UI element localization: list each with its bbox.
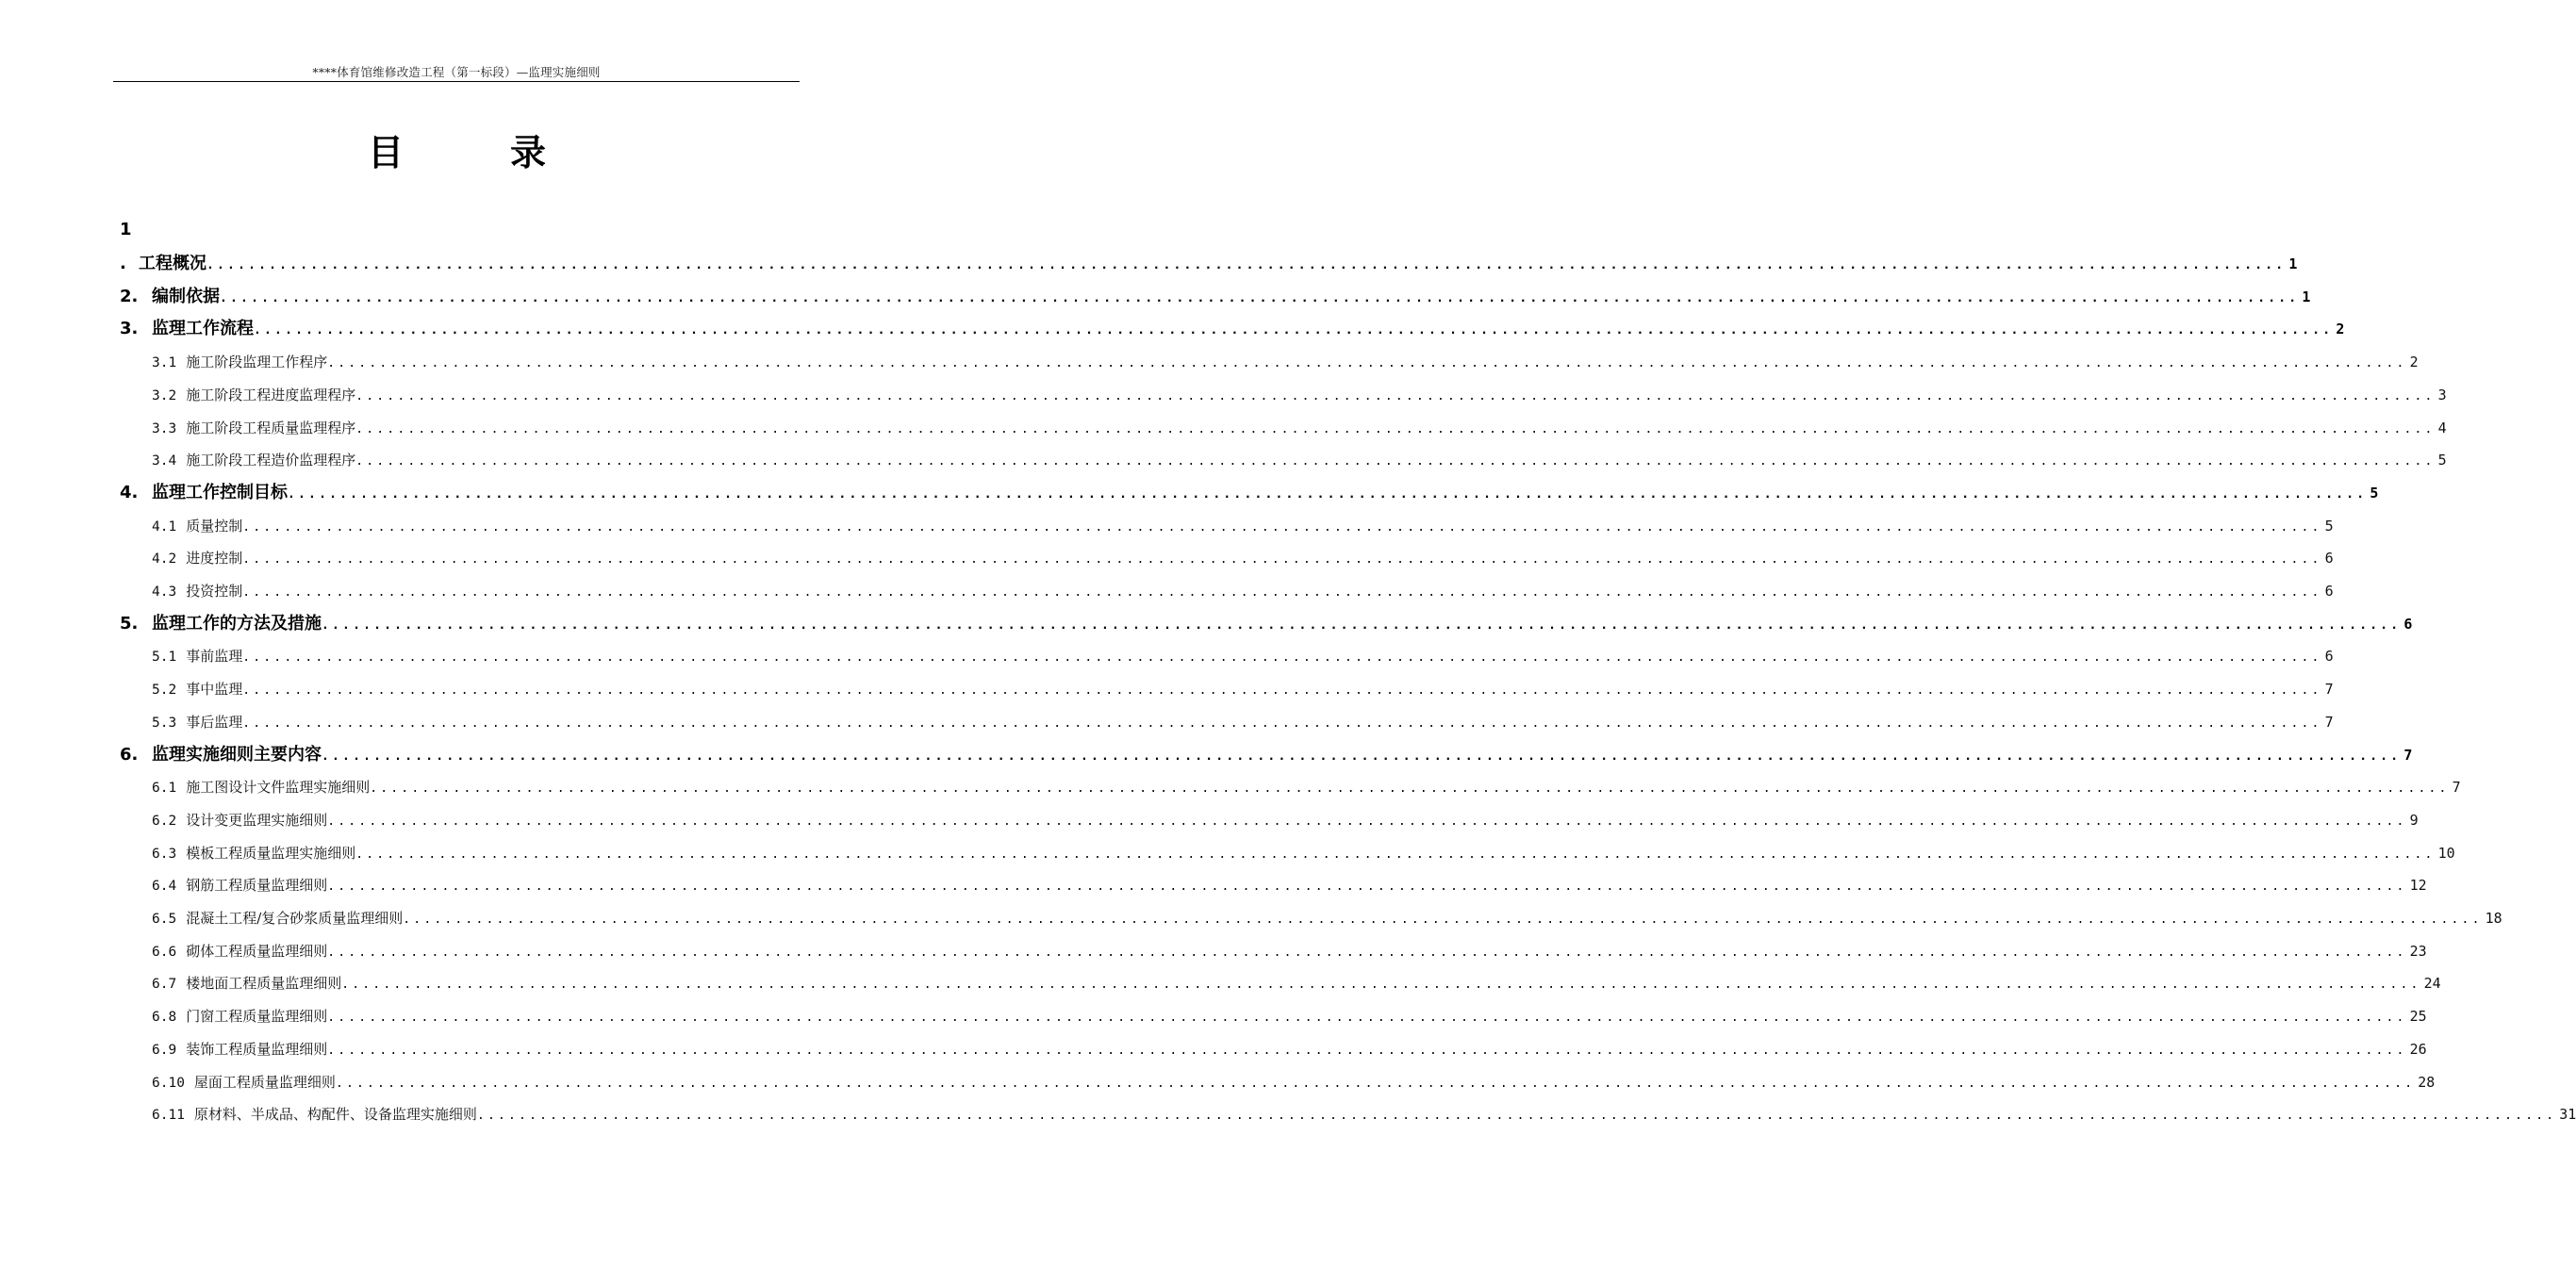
toc-entry-title: 钢筋工程质量监理细则: [186, 877, 328, 895]
toc-entry-page-number: 3: [2437, 386, 2447, 403]
toc-entry-page-number: 4: [2437, 419, 2447, 436]
toc-dot-leader: ........................................................................................................................................................................................................: [370, 782, 2450, 797]
toc-entry-chapter: [120, 318, 2345, 340]
toc-entry-page-number: 31: [2559, 1106, 2576, 1124]
toc-entry-number: 5.1: [152, 650, 177, 666]
toc-entry-section: [152, 645, 2334, 667]
toc-entry-title: 事后监理: [186, 713, 243, 731]
toc-dot-leader: ........................................................................................................................................................................................................: [403, 913, 2483, 927]
page-title-char-2: 录: [510, 132, 547, 173]
toc-dot-leader: ........................................................................................................................................................................................................: [327, 880, 2407, 895]
toc-entry-number: 2.: [120, 286, 139, 306]
toc-entry-page-number: 5: [2324, 517, 2334, 535]
toc-dot-leader: ........................................................................................................................................................................................................: [242, 552, 2322, 568]
toc-entry-page-number: 6: [2324, 583, 2334, 600]
toc-entry-title: 楼地面工程质量监理细则: [186, 975, 342, 993]
toc-entry-title: 进度控制: [186, 550, 243, 568]
toc-entry-section: [152, 711, 2334, 733]
toc-entry-page-number: 28: [2418, 1073, 2436, 1091]
toc-dot-leader: ........................................................................................................................................................................................................: [341, 978, 2421, 993]
toc-entry-section: [152, 580, 2334, 602]
toc-dot-leader: ........................................................................................................................................................................................................: [327, 814, 2407, 829]
toc-entry-section: [152, 874, 2427, 897]
toc-entry-page-number: 23: [2409, 942, 2427, 960]
toc-entry-number: 6.10: [152, 1075, 185, 1091]
toc-entry-page-number: 25: [2409, 1008, 2427, 1026]
toc-entry-number: 6.9: [152, 1042, 177, 1058]
toc-entry-title: 施工图设计文件监理实施细则: [186, 779, 371, 797]
toc-dot-leader: ........................................................................................................................................................................................................: [322, 749, 2402, 764]
toc-entry-section: [152, 1103, 2576, 1126]
toc-lone-number: 1: [120, 220, 132, 239]
toc-entry-page-number: 7: [2452, 779, 2461, 797]
toc-dot-leader: ........................................................................................................................................................................................................: [335, 1076, 2416, 1091]
toc-entry-chapter: [120, 253, 2298, 275]
toc-entry-chapter: [120, 286, 2311, 308]
header-rule: [113, 81, 800, 82]
toc-entry-page-number: 2: [2336, 321, 2345, 338]
toc-entry-page-number: 5: [2370, 484, 2379, 502]
toc-entry-title: 施工阶段工程进度监理程序: [186, 386, 356, 403]
toc-entry-section: [152, 351, 2419, 373]
toc-entry-page-number: 1: [2302, 288, 2311, 305]
toc-dot-leader: ........................................................................................................................................................................................................: [327, 1043, 2407, 1058]
toc-dot-leader: ........................................................................................................................................................................................................: [242, 519, 2322, 535]
toc-entry-section: [152, 384, 2447, 406]
toc-entry-page-number: 10: [2437, 844, 2455, 862]
toc-entry-number: 5.3: [152, 715, 177, 731]
toc-entry-number: 3.: [120, 319, 139, 339]
toc-entry-number: 4.2: [152, 551, 177, 568]
toc-entry-section: [152, 940, 2427, 963]
toc-entry-number: .: [120, 254, 126, 273]
toc-entry-number: 6.5: [152, 912, 177, 927]
toc-entry-number: 3.3: [152, 420, 177, 436]
toc-dot-leader: ........................................................................................................................................................................................................: [242, 650, 2322, 666]
toc-entry-page-number: 6: [2324, 550, 2334, 568]
toc-dot-leader: ........................................................................................................................................................................................................: [355, 454, 2436, 469]
toc-dot-leader: ........................................................................................................................................................................................................: [220, 290, 2300, 305]
toc-dot-leader: ........................................................................................................................................................................................................: [327, 1011, 2407, 1026]
toc-entry-chapter: [120, 744, 2413, 766]
toc-entry-title: 监理工作流程: [152, 319, 254, 339]
toc-entry-title: 事中监理: [186, 681, 243, 699]
toc-entry-title: 事前监理: [186, 648, 243, 666]
toc-dot-leader: ........................................................................................................................................................................................................: [355, 388, 2436, 403]
toc-entry-title: 监理实施细则主要内容: [152, 744, 322, 765]
toc-entry-page-number: 2: [2409, 354, 2419, 371]
toc-dot-leader: ........................................................................................................................................................................................................: [476, 1109, 2557, 1124]
toc-dot-leader: ........................................................................................................................................................................................................: [254, 323, 2334, 338]
toc-entry-title: 原材料、半成品、构配件、设备监理实施细则: [193, 1106, 477, 1124]
toc-entry-number: 6.: [120, 744, 139, 765]
toc-entry-title: 混凝土工程/复合砂浆质量监理细则: [186, 910, 404, 927]
page-title-char-1: 目: [368, 132, 405, 173]
toc-entry-number: 6.2: [152, 813, 177, 829]
toc-entry-number: 4.3: [152, 584, 177, 600]
toc-entry-title: 设计变更监理实施细则: [186, 811, 328, 829]
toc-entry-title: 质量控制: [186, 517, 243, 535]
toc-entry-page-number: 6: [2403, 615, 2413, 633]
toc-entry-section: [152, 776, 2461, 798]
toc-entry-number: 6.1: [152, 781, 177, 797]
toc-entry-chapter: [120, 613, 2413, 635]
toc-dot-leader: ........................................................................................................................................................................................................: [242, 683, 2322, 699]
toc-entry-title: 监理工作的方法及措施: [152, 613, 322, 634]
toc-entry-number: 6.11: [152, 1108, 185, 1124]
toc-entry-page-number: 5: [2437, 452, 2447, 469]
toc-entry-number: 3.4: [152, 453, 177, 469]
toc-entry-title: 屋面工程质量监理细则: [193, 1073, 336, 1091]
toc-entry-chapter: [120, 482, 2379, 504]
toc-entry-section: [152, 515, 2334, 537]
toc-entry-number: 3.1: [152, 355, 177, 371]
toc-entry-page-number: 26: [2409, 1040, 2427, 1058]
toc-entry-number: 3.2: [152, 387, 177, 403]
toc-entry-number: 6.7: [152, 977, 177, 993]
toc-entry-page-number: 12: [2409, 877, 2427, 895]
toc-entry-page-number: 1: [2288, 255, 2298, 272]
toc-entry-title: 门窗工程质量监理细则: [186, 1008, 328, 1026]
toc-dot-leader: ........................................................................................................................................................................................................: [355, 421, 2436, 436]
toc-entry-section: [152, 1005, 2427, 1028]
toc-entry-title: 施工阶段监理工作程序: [186, 354, 328, 371]
toc-dot-leader: ........................................................................................................................................................................................................: [327, 356, 2407, 371]
toc-dot-leader: ........................................................................................................................................................................................................: [242, 585, 2322, 600]
toc-dot-leader: ........................................................................................................................................................................................................: [322, 617, 2402, 633]
toc-entry-section: [152, 972, 2441, 995]
toc-entry-section: [152, 449, 2447, 471]
toc-entry-title: 施工阶段工程质量监理程序: [186, 419, 356, 436]
toc-entry-number: 4.: [120, 482, 139, 502]
toc-entry-page-number: 7: [2403, 746, 2413, 764]
toc-entry-number: 6.3: [152, 846, 177, 862]
toc-entry-section: [152, 809, 2419, 831]
toc-entry-title: 施工阶段工程造价监理程序: [186, 452, 356, 469]
toc-entry-page-number: 9: [2409, 811, 2419, 829]
toc-entry-page-number: 7: [2324, 681, 2334, 699]
toc-entry-section: [152, 907, 2502, 930]
toc-entry-section: [152, 547, 2334, 569]
toc-entry-title: 监理工作控制目标: [152, 482, 288, 502]
toc-dot-leader: ........................................................................................................................................................................................................: [288, 486, 2368, 502]
toc-entry-number: 5.: [120, 613, 139, 634]
toc-dot-leader: ........................................................................................................................................................................................................: [242, 716, 2322, 731]
toc-entry-title: 工程概况: [139, 254, 206, 273]
toc-entry-title: 投资控制: [186, 583, 243, 600]
toc-entry-number: 5.2: [152, 683, 177, 699]
toc-entry-title: 装饰工程质量监理细则: [186, 1040, 328, 1058]
toc-entry-section: [152, 678, 2334, 700]
toc-entry-section: [152, 1038, 2427, 1061]
toc-entry-section: [152, 842, 2455, 864]
toc-entry-title: 模板工程质量监理实施细则: [186, 844, 356, 862]
toc-entry-number: 6.4: [152, 879, 177, 895]
toc-dot-leader: ........................................................................................................................................................................................................: [327, 945, 2407, 960]
toc-entry-page-number: 24: [2423, 975, 2441, 993]
toc-entry-title: 砌体工程质量监理细则: [186, 942, 328, 960]
toc-entry-number: 6.8: [152, 1010, 177, 1026]
toc-entry-page-number: 18: [2485, 910, 2502, 927]
toc-entry-title: 编制依据: [152, 286, 220, 306]
toc-entry-section: [152, 1071, 2436, 1094]
toc-entry-number: 4.1: [152, 518, 177, 535]
toc-dot-leader: ........................................................................................................................................................................................................: [355, 847, 2436, 862]
toc-entry-number: 6.6: [152, 944, 177, 960]
toc-entry-page-number: 6: [2324, 648, 2334, 666]
toc-entry-page-number: 7: [2324, 713, 2334, 731]
toc-entry-section: [152, 417, 2447, 439]
toc-dot-leader: ........................................................................................................................................................................................................: [206, 258, 2287, 272]
running-header: ****体育馆维修改造工程（第一标段）—监理实施细则: [312, 65, 601, 79]
